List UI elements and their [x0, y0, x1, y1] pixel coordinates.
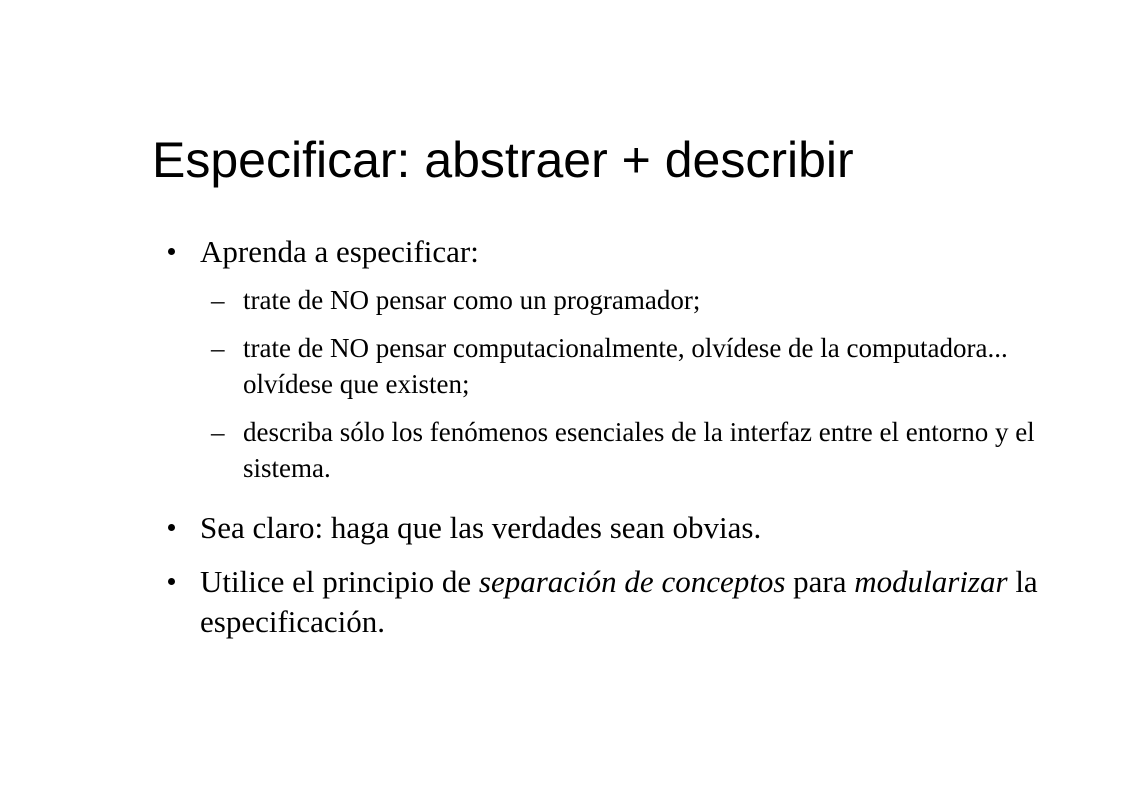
sub-item-text: describa sólo los fenómenos esenciales de la interfaz entre el entorno y el sistema. — [243, 417, 1035, 483]
sub-item-programador — [166, 282, 1066, 318]
bullet-text-part2: para — [785, 564, 855, 599]
bullet-text: Sea claro: haga que las verdades sean obvias. — [200, 510, 762, 545]
dash-icon: – — [211, 285, 225, 315]
sub-item-text: trate de NO pensar como un programador; — [243, 285, 701, 315]
emphasis-separacion: separación de conceptos — [478, 564, 786, 599]
bullet-dot-icon — [168, 248, 175, 255]
bullet-text: Aprenda a especificar: — [200, 234, 479, 269]
dash-icon: – — [211, 417, 225, 447]
bullet-dot-icon — [168, 578, 175, 585]
sub-item-text: trate de NO pensar computacionalmente, olvídese de la computadora... olvídese que existen; — [243, 333, 1008, 399]
bullet-item-sea-claro — [166, 508, 1066, 548]
bullet-item-aprenda — [166, 232, 1066, 272]
sub-item-fenomenos — [166, 414, 1066, 486]
dash-icon: – — [211, 333, 225, 363]
bullet-item-utilice — [166, 562, 1066, 642]
sub-item-computacionalmente — [166, 330, 1066, 402]
bullet-text-part1: Utilice el principio de — [200, 564, 479, 599]
slide-title: Especificar: abstraer + describir — [152, 132, 854, 188]
emphasis-modularizar: modularizar — [854, 564, 1008, 599]
bullet-text-part3: la especificación. — [200, 564, 1038, 639]
slide-content — [166, 232, 1066, 656]
bullet-dot-icon — [168, 524, 175, 531]
